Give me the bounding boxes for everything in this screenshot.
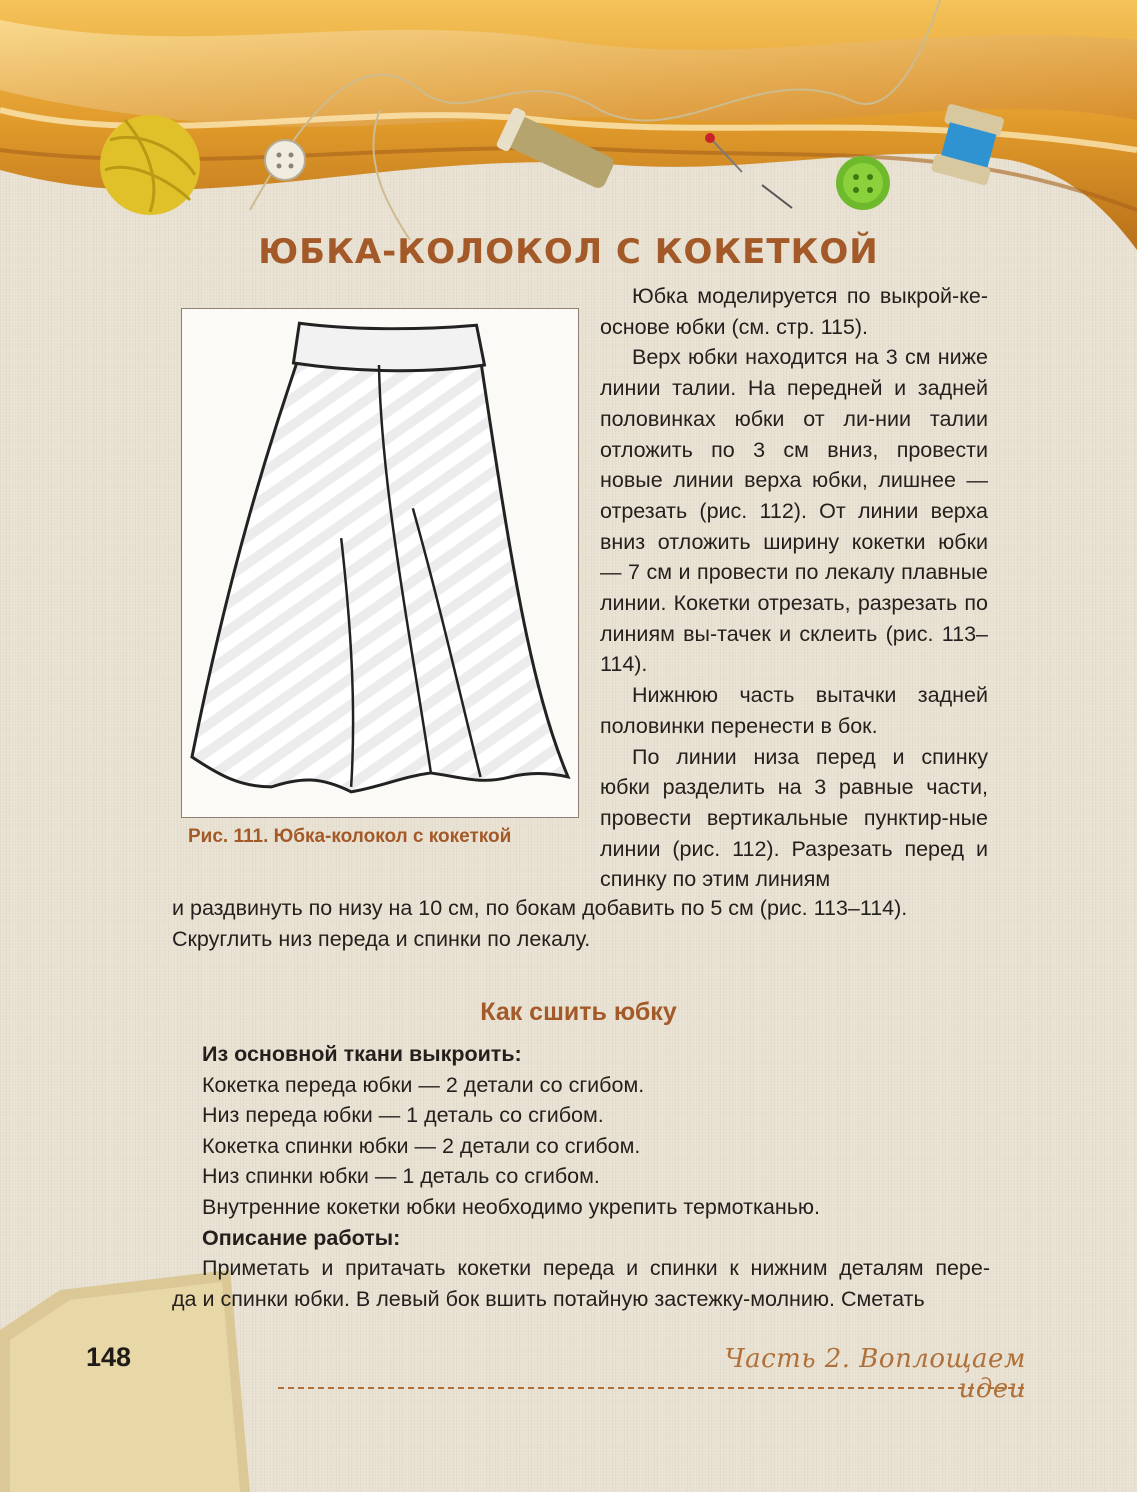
- sewing-instructions: [172, 1039, 990, 1314]
- cut-item: Кокетка переда юбки — 2 детали со сгибом.: [202, 1072, 645, 1097]
- button-icon: [265, 140, 305, 180]
- skirt-yoke: [293, 323, 484, 371]
- cut-item: Кокетка спинки юбки — 2 детали со сгибом.: [202, 1133, 641, 1158]
- green-button-icon: [836, 156, 890, 210]
- section-title: Как сшить юбку: [480, 998, 677, 1026]
- page-number: 148: [86, 1342, 132, 1372]
- paragraph: Верх юбки находится на 3 см ниже линии талии. На передней и задней половинках юбки от ли-нии талии отложить по 3 см вниз, провести новые линии верха юбки, лишнее — отрезать (рис. 112). От линии верха вниз отложить ширину кокетки юбки — 7 см и провести по лекалу плавные линии. Кокетки отрезать, разрезать по линиям вы-тачек и склеить (рис. 113–114).: [600, 345, 988, 677]
- cut-heading: Из основной ткани выкроить:: [202, 1042, 522, 1066]
- cut-item: Низ спинки юбки — 1 деталь со сгибом.: [202, 1164, 600, 1189]
- work-text-line: да и спинки юбки. В левый бок вшить потайную застежку-молнию. Сметать: [172, 1286, 925, 1311]
- right-column-text: [600, 281, 988, 895]
- yarn-ball-icon: [100, 115, 200, 215]
- full-width-paragraph: и раздвинуть по низу на 10 см, по бокам добавить по 5 см (рис. 113–114). Скруглить низ переда и спинки по лекалу.: [172, 896, 908, 951]
- work-heading: Описание работы:: [202, 1225, 401, 1250]
- paragraph: Нижнюю часть вытачки задней половинки перенести в бок.: [600, 683, 988, 738]
- header-decoration: [0, 0, 1137, 260]
- page-title: ЮБКА-КОЛОКОЛ С КОКЕТКОЙ: [258, 232, 879, 272]
- skirt-drawing: [182, 309, 578, 817]
- running-title: Часть 2. Воплощаем идеи: [724, 1344, 1026, 1404]
- figure-skirt-illustration: [181, 308, 579, 818]
- paragraph: По линии низа перед и спинку юбки разделить на 3 равные части, провести вертикальные пунктир-ные линии (рис. 112). Разрезать перед и спинку по этим линиям: [600, 744, 988, 892]
- footer-divider: [278, 1387, 1024, 1389]
- figure-caption: Рис. 111. Юбка-колокол с кокеткой: [188, 826, 512, 847]
- skirt-body: [192, 359, 568, 792]
- paragraph: Юбка моделируется по выкрой-ке-основе юбки (см. стр. 115).: [600, 284, 988, 339]
- work-text-line: Приметать и притачать кокетки переда и спинки к нижним деталям пере-: [202, 1256, 990, 1281]
- cut-item: Низ переда юбки — 1 деталь со сгибом.: [202, 1103, 604, 1128]
- cut-item: Внутренние кокетки юбки необходимо укрепить термотканью.: [202, 1194, 821, 1219]
